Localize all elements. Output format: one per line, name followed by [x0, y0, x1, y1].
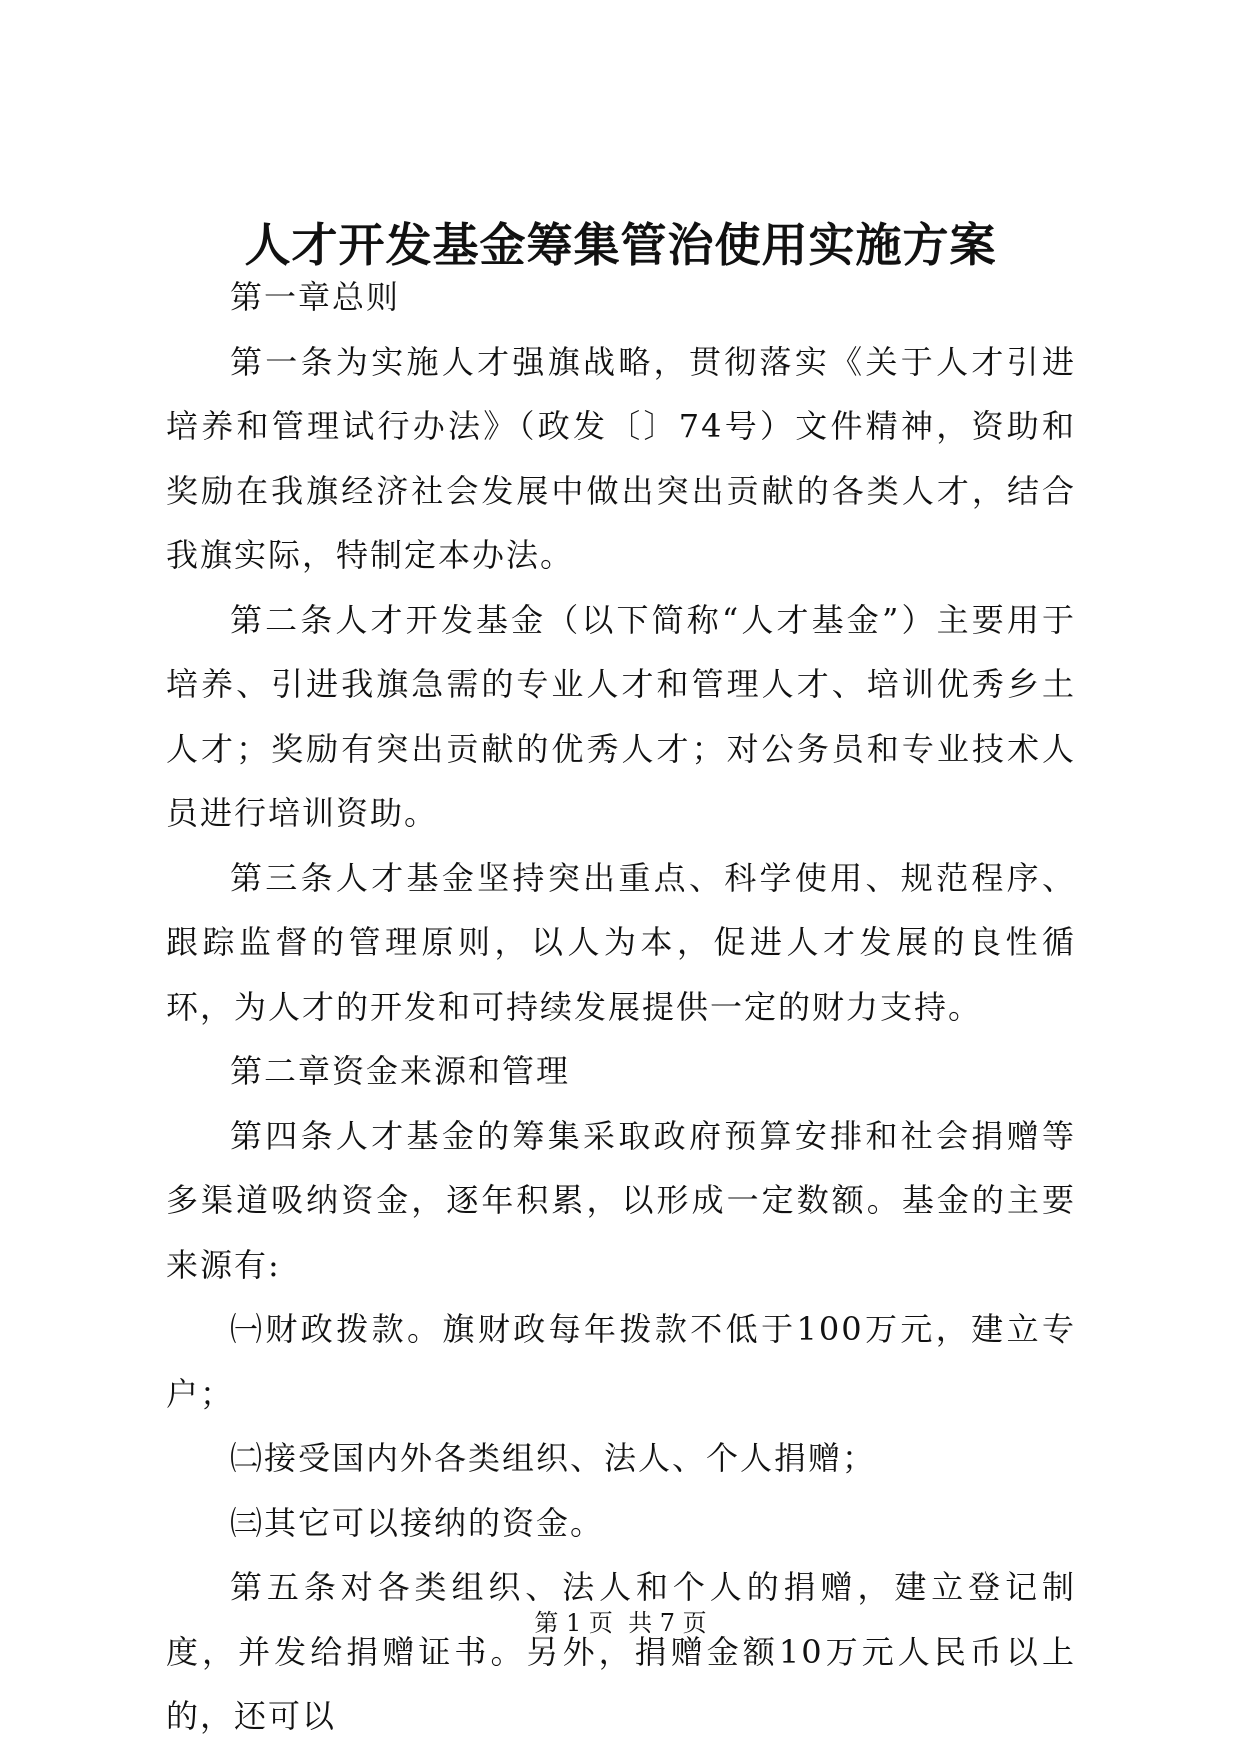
- paragraph: 第一条为实施人才强旗战略，贯彻落实《关于人才引进培养和管理试行办法》（政发〔〕74号）文件精神，资助和奖励在我旗经济社会发展中做出突出贡献的各类人才，结合我旗实际，特制定本办法。: [166, 342, 1076, 574]
- list-item: ㈡接受国内外各类组织、法人、个人捐赠；: [230, 1439, 877, 1477]
- chapter-heading: 第二章资金来源和管理: [230, 1052, 571, 1090]
- document-body: [166, 265, 1076, 1749]
- page-footer: [0, 1606, 1241, 1640]
- chapter-heading: 第一章总则: [230, 278, 401, 316]
- list-item: ㈢其它可以接纳的资金。: [230, 1503, 605, 1542]
- paragraph: 第四条人才基金的筹集采取政府预算安排和社会捐赠等多渠道吸纳资金，逐年积累，以形成一定数额。基金的主要来源有:: [166, 1116, 1076, 1284]
- list-item: ㈠财政拨款。旗财政每年拨款不低于100万元，建立专户；: [166, 1310, 1076, 1413]
- paragraph: 第二条人才开发基金（以下简称“人才基金”）主要用于培养、引进我旗急需的专业人才和管理人才、培训优秀乡土人才；奖励有突出贡献的优秀人才；对公务员和专业技术人员进行培训资助。: [166, 600, 1076, 832]
- paragraph: 第三条人才基金坚持突出重点、科学使用、规范程序、跟踪监督的管理原则，以人为本，促进人才发展的良性循环，为人才的开发和可持续发展提供一定的财力支持。: [166, 858, 1076, 1026]
- page-number: 第 1 页: [534, 1609, 613, 1637]
- document-title: 人才开发基金筹集管治使用实施方案: [244, 218, 997, 272]
- paragraph: 第五条对各类组织、法人和个人的捐赠，建立登记制度，并发给捐赠证书。另外，捐赠金额10万元人民币以上的，还可以: [166, 1568, 1076, 1735]
- page-total: 共 7 页: [628, 1609, 707, 1637]
